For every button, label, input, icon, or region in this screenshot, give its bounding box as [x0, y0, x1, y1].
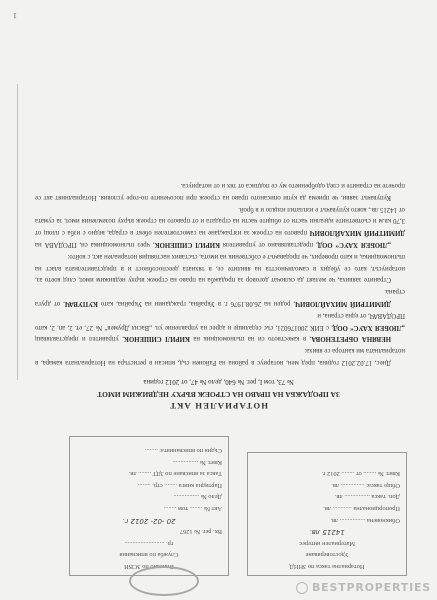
body-text: , представлявано от управителя	[219, 241, 318, 249]
fee-stamp-row: Квит. № ........ от ........ 2012 г.	[321, 470, 400, 478]
body-text: Днес, 17.02.2012 година, пред мен, нотариус в района на Районен съд, вписан в регистъра на Нотариалната камара, в нотариалната ми кантора се явиха:	[35, 347, 405, 366]
body-text: Страните заявиха, че желаят да сключат договор за продажба на право на строеж върху недвижим имот, след което аз, нотариусът, като се убедих в самоличността на явилите се, в тяхната дееспособност и в представителната власт на пълномощника, и като проверих, че продавачът е собственик на имота, съставих настоящия нотариален акт, с който:	[35, 252, 405, 284]
registry-stamp-date: 20 -02- 2012 г.	[122, 516, 176, 525]
fee-stamp-row: Общо такса: ............... лв.	[331, 481, 400, 489]
party-name: „ЛЮБЕЯ ХАУС“ ООД	[332, 323, 405, 331]
fee-stamp-material-interest-label: Материален интерес	[298, 539, 356, 547]
act-title-block	[0, 375, 437, 412]
body-text: , управител и представляващ	[35, 335, 124, 343]
body-paragraph	[35, 203, 405, 250]
watermark	[296, 581, 431, 594]
party-name: ДИМИТРИЙ МИХАЙЛОВИЧ	[309, 229, 405, 237]
party-name: КИРИЛ СИШЕНОК	[123, 335, 190, 343]
watermark-text: BESTPROPERTIES	[312, 581, 431, 594]
body-paragraph	[35, 179, 405, 203]
party-name: КУПУВАЧ	[64, 300, 98, 308]
body-text: Купувачът заяви, че приема да купи описаното право на строеж при посочените по-горе условия. Нотариалният акт се прочете на страните и след одобрението му се подписа от тях и от нотариуса.	[35, 182, 405, 201]
body-text: , чрез пълномощника си, ПРОДАВА на	[35, 241, 155, 249]
act-title: НОТАРИАЛЕН АКТ	[169, 401, 268, 411]
registry-stamp-row: Квит. № ................	[172, 458, 222, 466]
page-number: 1	[13, 11, 17, 20]
fee-stamp-certification: Удостоверяване	[305, 551, 349, 559]
body-paragraph	[35, 250, 405, 285]
round-seal	[129, 566, 199, 596]
globe-icon	[296, 582, 308, 594]
body-paragraph	[35, 309, 405, 344]
registry-stamp-row: Партидна книга ........ стр. ........	[137, 481, 222, 489]
body-text: , от друга страна.	[35, 288, 405, 308]
registry-stamp-title: Вписано по ЗСВН	[124, 563, 174, 570]
registry-stamp-row: Дело № ................	[173, 493, 222, 501]
margin-line	[17, 84, 18, 380]
fee-stamp-row: Обикновена ................ лв.	[330, 516, 400, 524]
registry-stamp-judge: Съдия по вписванията: ........	[144, 447, 222, 455]
registry-stamp-entry-number: Вх. рег. № 1267	[179, 528, 222, 536]
registry-stamp-office: Служба по вписвания	[119, 551, 179, 559]
registry-stamp-city: гр. .........................	[124, 539, 174, 547]
party-name: КИРИЛ СИШЕНОК	[154, 241, 220, 249]
body-text: правото на строеж за изграждане на самостоятелен обект в сграда, ведно с изба с площ от 3,70 кв.м и съответните идеални части от общите части на сградата и от правото на строеж върху поземления имот, за сумата от 14215 лв., която купувачът е изплатил изцяло и в брой.	[35, 205, 405, 237]
fee-stamp-material-interest-amount: 14215 лв.	[309, 528, 345, 537]
act-number-line: № 73, том I, рег. № 640, дело № 47, от 2012 година	[143, 378, 294, 386]
body-text: , в качеството си на пълномощник на	[189, 335, 312, 343]
act-subtitle: ЗА ПРОДАЖБА НА ПРАВО НА СТРОЕЖ ВЪРХУ НЕДВИЖИМ ИМОТ	[97, 390, 340, 399]
party-name: ДИМИТРИЙ МИХАЙЛОВИЧ	[295, 300, 391, 308]
body-text: , роден на 26.08.1976 г. в Украйна, гражданин на Украйна, като	[97, 300, 296, 308]
body-paragraph	[35, 285, 405, 309]
fee-stamp-row: Пропорционална ............ лв.	[323, 505, 400, 513]
notary-fee-stamp	[247, 452, 407, 576]
party-name: „ЛЮБЕЯ ХАУС“ ООД	[317, 241, 391, 249]
party-name: НЕВЯНА ОБРЕТЕНОВА	[311, 335, 391, 343]
fee-stamp-title: Нотариална такса по ЗННД	[289, 563, 365, 570]
registry-stamp-row: Акт № ........ том ........	[163, 505, 222, 513]
registry-stamp-row: Такса за вписване по ЗДТ ........ лв.	[128, 470, 222, 478]
act-body	[35, 179, 405, 368]
body-paragraph	[35, 344, 405, 368]
registry-stamp	[69, 436, 229, 576]
body-text: , с ЕИК 200176021, със седалище и адрес на управление ул. „Васил Друмев“ № 27, ет. 2, ап. 2, като ПРОДАВАЧ, от една страна, и	[35, 311, 405, 331]
fee-stamp-row: Доп. такса ................ лв.	[334, 493, 400, 501]
